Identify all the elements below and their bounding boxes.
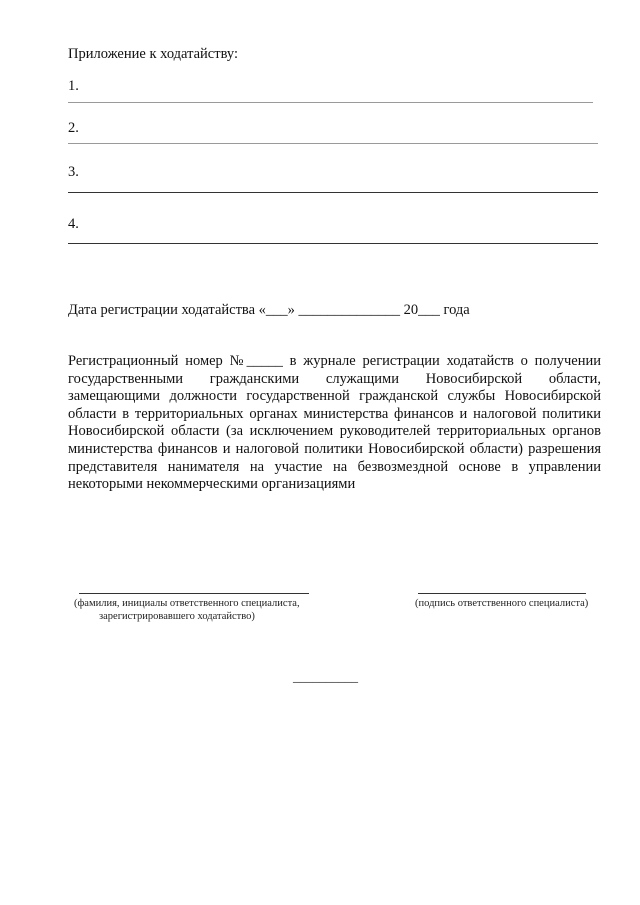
appendix-title: Приложение к ходатайству: bbox=[68, 46, 239, 62]
specialist-name-caption: (фамилия, инициалы ответственного специалиста, bbox=[74, 598, 300, 609]
specialist-signature-caption: (подпись ответственного специалиста) bbox=[415, 598, 589, 609]
appendix-item-2-number: 2. bbox=[68, 120, 79, 136]
appendix-item-4-line bbox=[68, 243, 598, 244]
specialist-name-line bbox=[79, 593, 309, 594]
appendix-item-4-number: 4. bbox=[68, 216, 79, 232]
appendix-item-1-number: 1. bbox=[68, 78, 79, 94]
appendix-item-3-line bbox=[68, 192, 598, 193]
appendix-item-3-number: 3. bbox=[68, 164, 79, 180]
registration-paragraph: Регистрационный номер №_____ в журнале регистрации ходатайств о получении государственными гражданскими служащими Новосибирской области, замещающими должности государственной гражданской службы Новосибирской области в территориальных органах министерства финансов и налоговой политики Новосибирской области (за исключением руководителей территориальных органов министерства финансов и налоговой политики Новосибирской области) разрешения представителя нанимателя на участие на безвозмездной основе в управлении некоторыми некоммерческими организациями bbox=[68, 353, 601, 493]
appendix-item-1-line bbox=[68, 102, 593, 103]
appendix-item-2-line bbox=[68, 143, 598, 144]
specialist-name-caption-continued: зарегистрировавшего ходатайство) bbox=[99, 611, 255, 622]
specialist-signature-line bbox=[418, 593, 586, 594]
registration-date: Дата регистрации ходатайства «___» ______________ 20___ года bbox=[68, 302, 470, 318]
end-mark: __________ bbox=[293, 669, 358, 684]
